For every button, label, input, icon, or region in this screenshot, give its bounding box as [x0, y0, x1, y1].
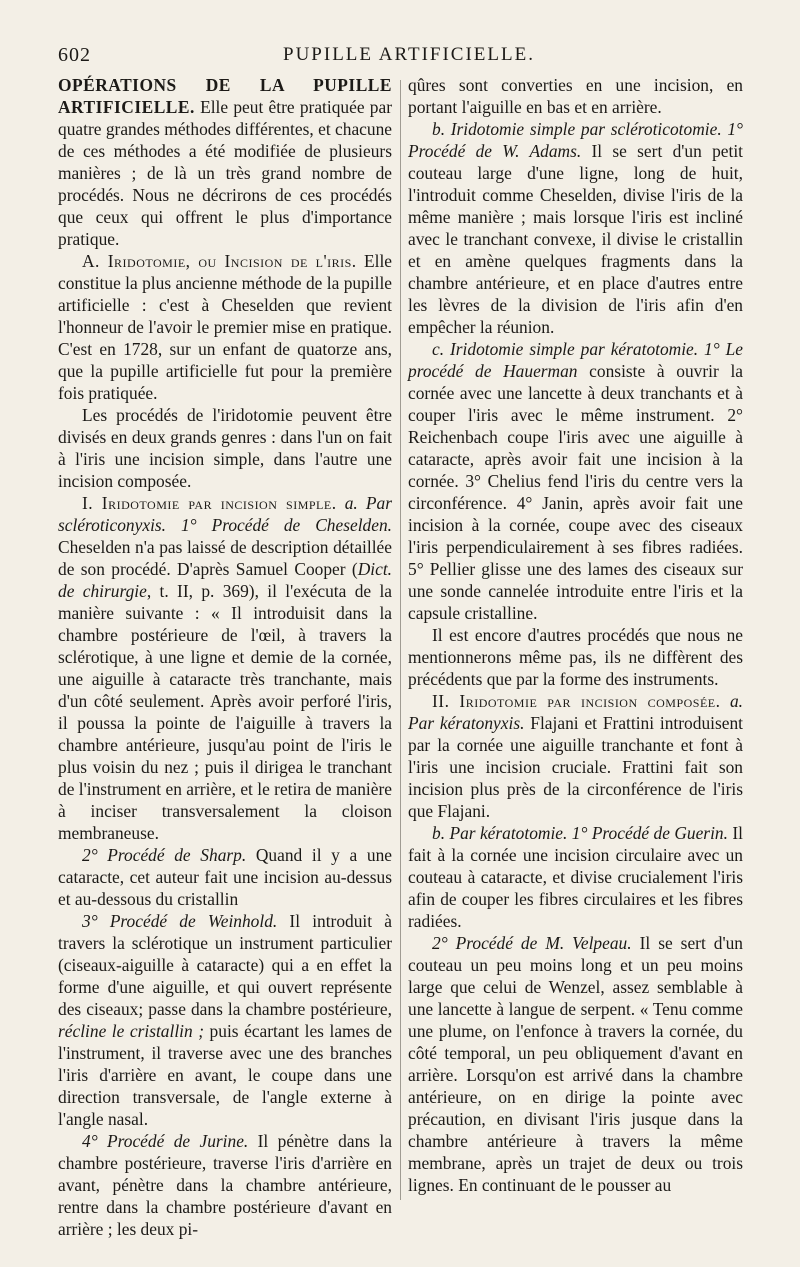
paragraph-text: Cheselden n'a pas laissé de description détaillée de son procédé. D'après Samuel Cooper ( [58, 537, 392, 579]
paragraph-velpeau [408, 932, 743, 1196]
procedure-heading: c. Iridotomie simple par kératotomie. 1° Le procédé de Hauerman [408, 339, 743, 381]
page-number: 602 [58, 44, 91, 66]
paragraph-guerin [408, 822, 743, 932]
paragraph-text: Il pénètre dans la chambre postérieure, traverse l'iris d'arrière en avant, pénètre dans la chambre antérieure, rentre dans la chambre postérieure d'avant en arrière ; les deux pi- [58, 1131, 392, 1239]
procedure-heading: 2° Procédé de Sharp. [82, 845, 247, 865]
paragraph-text: Il se sert d'un petit couteau large d'une ligne, long de huit, l'introduit comme Cheselden, divise l'iris de la même manière ; mais lorsque l'iris est incliné avec le tranchant convexe, il divise le cristallin et en amène quelques fragments dans la chambre antérieure, et en place d'autres entre les lèvres de la division de l'iris afin d'en empêcher la réunion. [408, 141, 743, 337]
procedure-heading: b. Par kératotomie. 1° Procédé de Guerin. [432, 823, 728, 843]
paragraph-text: Il se sert d'un couteau un peu moins long et un peu moins large que celui de Wenzel, assez semblable à une lancette à langue de serpent. « Tenu comme une plume, on l'enfonce à travers la cornée, du côté temporal, un peu obliquement d'avant en arrière. Lorsqu'on est arrivé dans la chambre antérieure, on en dirige la pointe avec précaution, en divisant l'iris jusque dans la chambre antérieure à travers la même membrane, après un trajet de deux ou trois lignes. En continuant de le pousser au [408, 933, 743, 1195]
paragraph-text: consiste à ouvrir la cornée avec une lancette à deux tranchants et à couper l'iris avec le même instrument. 2° Reichenbach coupe l'iris avec une aiguille à cataracte, après avoir fait une incision à la cornée. 3° Chelius fend l'iris du centre vers la circonférence. 4° Janin, après avoir fait une incision à la cornée, coupe avec des ciseaux l'iris perpendiculairement à ses fibres radiées. 5° Pellier glisse une des lames des ciseaux sur une sonde cannelée introduite entre l'iris et la capsule cristalline. [408, 361, 743, 623]
procedure-heading: a. Par kératonyxis. [408, 691, 743, 733]
running-title: PUPILLE ARTIFICIELLE. [283, 44, 535, 65]
subsection-heading: I. Iridotomie par incision simple. [82, 493, 337, 513]
section-title: OPÉRATIONS DE LA PUPILLE ARTIFICIELLE. [58, 75, 392, 117]
paragraph-composee [408, 690, 743, 822]
section-heading: A. Iridotomie, ou Incision de l'iris. [82, 251, 357, 271]
paragraph-text: Elle constitue la plus ancienne méthode de la pupille artificielle : c'est à Cheselden que revient l'honneur de l'avoir le premier mise en pratique. C'est en 1728, sur un enfant de quatorze ans, que la pupille artificielle fut pour la première fois pratiquée. [58, 251, 392, 403]
paragraph-text: Flajani et Frattini introduisent par la cornée une aiguille tranchante et font à l'iris une incision cruciale. Frattini fait son incision plus près de la circonférence de l'iris que Flajani. [408, 713, 743, 821]
procedure-heading: a. Par scléroticonyxis. 1° Procédé de Cheselden. [58, 493, 393, 535]
paragraph-text: puis écartant les lames de l'instrument, il traverse avec une des branches l'iris d'arrière en avant, le coupe dans une direction transversale, de l'angle externe à l'angle nasal. [58, 1021, 392, 1129]
procedure-heading: 2° Procédé de M. Velpeau. [432, 933, 632, 953]
paragraph-text: Il fait à la cornée une incision circulaire avec un couteau à cataracte, et divise crucialement l'iris afin de couper les fibres circulaires et les fibres radiées. [408, 823, 743, 931]
procedure-heading: 3° Procédé de Weinhold. [82, 911, 278, 931]
paragraph-genres: Les procédés de l'iridotomie peuvent être divisés en deux grands genres : dans l'un on fait à l'iris une incision simple, dans l'autre une incision composée. [58, 405, 392, 491]
paragraph-continued: qûres sont converties en une incision, en portant l'aiguille en bas et en arrière. [408, 75, 743, 117]
paragraph-jurine [58, 1130, 392, 1240]
paragraph-weinhold [58, 910, 392, 1130]
paragraph-autres: Il est encore d'autres procédés que nous ne mentionnerons même pas, ils ne diffèrent des précédents que par la forme des instruments. [408, 625, 743, 689]
paragraph-sharp [58, 844, 392, 910]
paragraph-cheselden [58, 492, 392, 844]
emphasis: récline le cristallin ; [58, 1021, 205, 1041]
paragraph-keratotomie [408, 338, 743, 624]
page-header [58, 44, 760, 70]
citation: Dict. de chirurgie [58, 559, 392, 601]
subsection-heading: II. Iridotomie par incision composée. [432, 691, 721, 711]
paragraph-text: , t. II, p. 369), il l'exécuta de la manière suivante : « Il introduisit dans la chambre postérieure de l'œil, à travers la sclérotique, à une ligne et demie de la cornée, une aiguille à cataracte très tranchante, mais d'un côté seulement. Après avoir perforé l'iris, il poussa la pointe de l'aiguille à travers la chambre antérieure, jusqu'au point de l'iris le plus voisin du nez ; puis il dirigea le tranchant de l'instrument en arrière, et le retira de manière à inciser transversalement la cloison membraneuse. [58, 581, 392, 843]
procedure-heading: b. Iridotomie simple par scléroticotomie. 1° Procédé de W. Adams. [408, 119, 743, 161]
paragraph-iridotomie [58, 250, 392, 404]
procedure-heading: 4° Procédé de Jurine. [82, 1131, 249, 1151]
paragraph-operations [58, 74, 392, 250]
paragraph-text: Il introduit à travers la sclérotique un instrument particulier (ciseaux-aiguille à cataracte) qui a en effet la forme d'une aiguille, et qui ouvert représente des ciseaux; passe dans la chambre postérieure, [58, 911, 392, 1019]
paragraph-text: Quand il y a une cataracte, cet auteur fait une incision au-dessus et au-dessous du cristallin [58, 845, 392, 909]
paragraph-text: Elle peut être pratiquée par quatre grandes méthodes différentes, et chacune de ces méthodes a été modifiée de plusieurs manières ; de là un très grand nombre de procédés. Nous ne décrirons de ces procédés que ceux qui offrent le plus d'importance pratique. [58, 97, 392, 249]
paragraph-adams [408, 118, 743, 338]
column-divider [400, 80, 401, 1200]
left-column [58, 74, 393, 1239]
right-column [408, 74, 743, 1224]
